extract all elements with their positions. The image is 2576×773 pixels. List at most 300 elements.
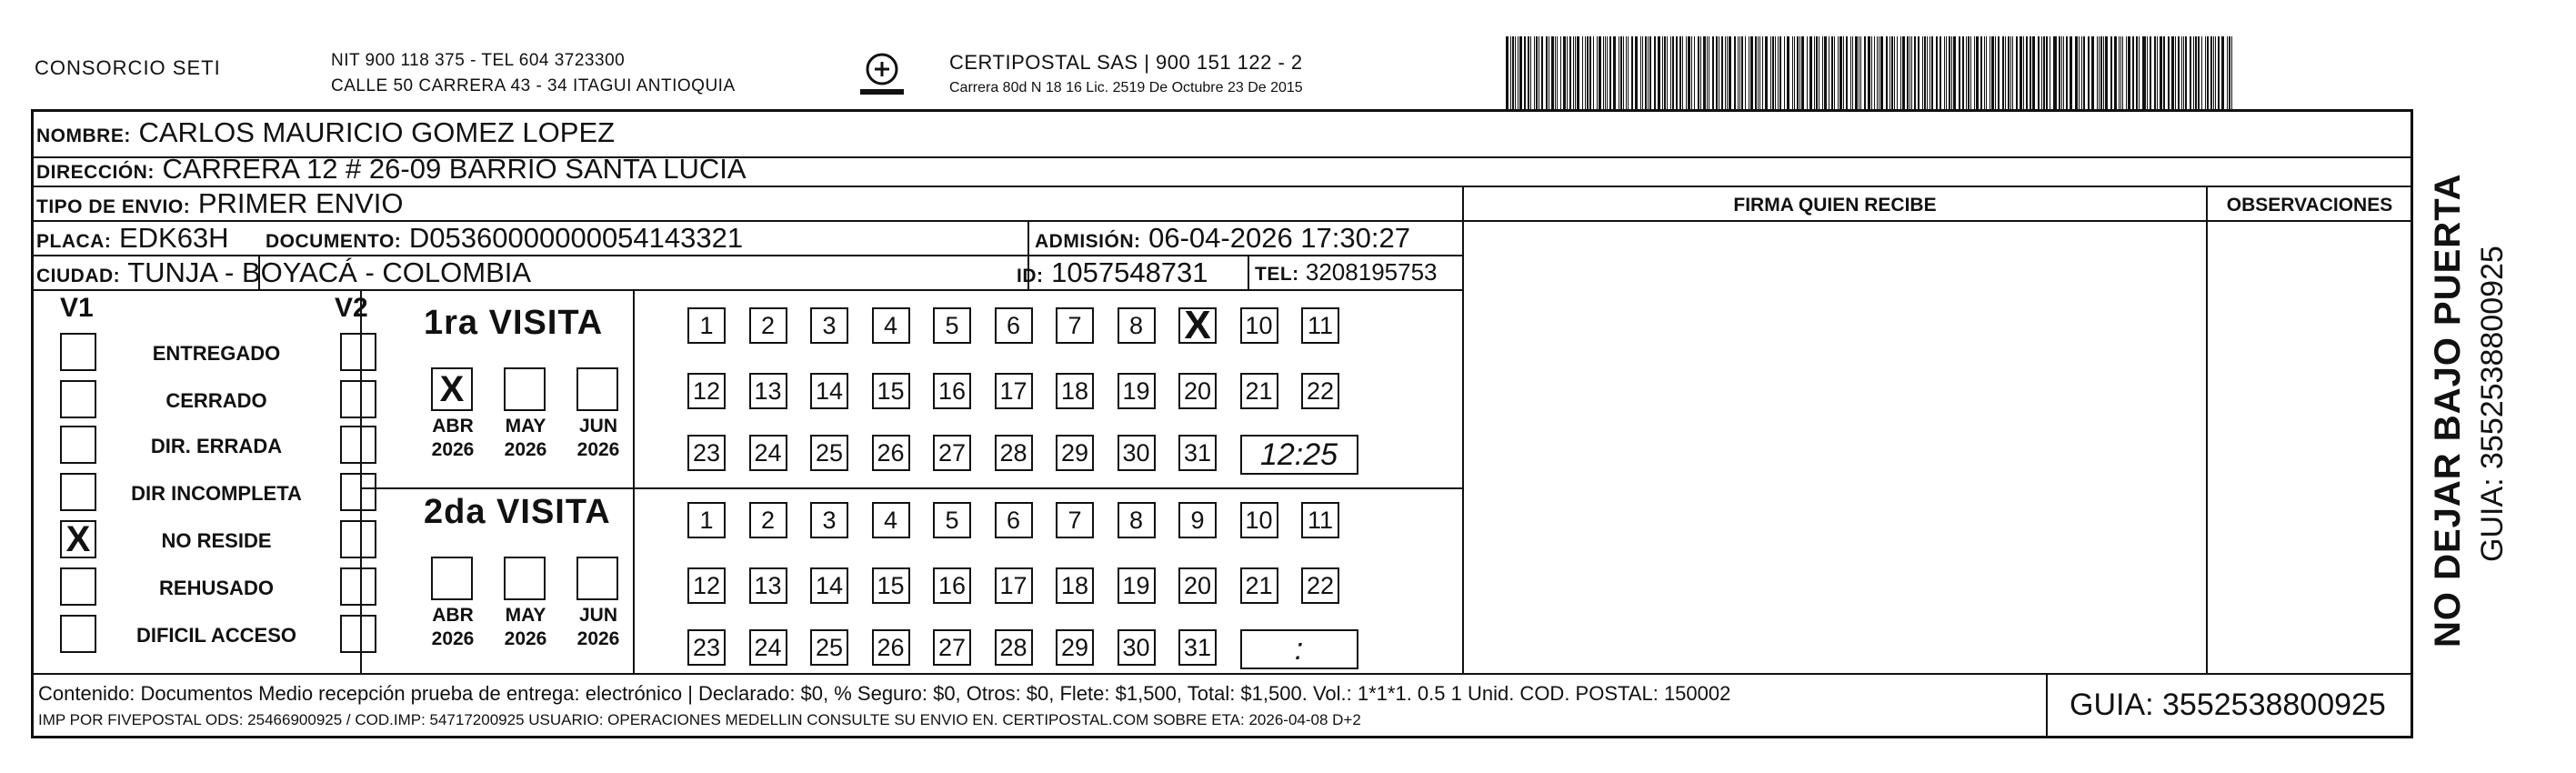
side-guia: GUIA: 3552538800925 <box>2475 246 2510 562</box>
barcode-bar <box>2099 36 2100 109</box>
barcode-bar <box>1986 36 1987 109</box>
barcode-bar <box>1991 36 1994 109</box>
visit1-title: 1ra VISITA <box>424 304 604 342</box>
barcode-bar <box>2097 36 2098 109</box>
barcode-bar <box>1658 36 1660 109</box>
barcode-bar <box>2213 36 2214 109</box>
status-v2-checkbox[interactable] <box>340 473 376 511</box>
day-box[interactable]: 3 <box>810 502 848 538</box>
barcode-bar <box>1770 36 1771 109</box>
admision-field <box>1035 222 1410 255</box>
barcode-bar <box>2038 36 2040 109</box>
barcode-bar <box>1894 36 1896 109</box>
barcode-bar <box>2091 36 2094 109</box>
barcode-bar <box>1567 36 1568 109</box>
barcode-bar <box>2181 36 2182 109</box>
tipo-label: TIPO DE ENVIO: <box>36 196 191 217</box>
barcode-bar <box>2100 36 2102 109</box>
month-checkbox[interactable] <box>504 557 546 600</box>
barcode-bar <box>2119 36 2120 109</box>
barcode-bar <box>1707 36 1708 109</box>
barcode-bar <box>1765 36 1768 109</box>
day-box[interactable]: 4 <box>872 502 910 538</box>
day-box[interactable]: 29 <box>1056 435 1094 471</box>
day-box[interactable]: 7 <box>1056 502 1094 538</box>
barcode-bar <box>2079 36 2080 109</box>
documento-value: D05360000000054143321 <box>408 222 744 254</box>
barcode-bar <box>2030 36 2031 109</box>
barcode-bar <box>1949 36 1950 109</box>
footer-guia: GUIA: 3552538800925 <box>2070 688 2386 722</box>
barcode-bar <box>1645 36 1647 109</box>
day-box[interactable]: 15 <box>872 567 910 604</box>
day-box[interactable]: 14 <box>810 567 848 604</box>
tipo-value: PRIMER ENVIO <box>197 187 404 219</box>
barcode-bar <box>1712 36 1714 109</box>
barcode-bar <box>1635 36 1638 109</box>
barcode-bar <box>2075 36 2076 109</box>
status-label: DIR. ERRADA <box>150 435 283 457</box>
barcode-bar <box>1784 36 1786 109</box>
barcode-bar <box>1897 36 1898 109</box>
barcode-bar <box>1721 36 1723 109</box>
day-box[interactable]: 12 <box>687 567 726 604</box>
month-label <box>424 604 482 651</box>
barcode-bar <box>1688 36 1690 109</box>
barcode-bar <box>1670 36 1671 109</box>
month-checkbox[interactable] <box>504 367 546 411</box>
day-box[interactable]: 7 <box>1056 307 1094 344</box>
barcode-bar <box>1984 36 1986 109</box>
barcode-bar <box>1792 36 1793 109</box>
barcode-bar <box>1868 36 1870 109</box>
day-box[interactable]: 8 <box>1118 502 1156 538</box>
status-v1-checkbox[interactable] <box>60 615 96 653</box>
status-v2-checkbox[interactable] <box>340 333 376 371</box>
day-box[interactable]: 29 <box>1056 629 1094 666</box>
barcode-bar <box>1631 36 1633 109</box>
status-v1-checkbox[interactable] <box>60 426 96 464</box>
day-box[interactable]: 26 <box>872 435 910 471</box>
barcode-bar <box>1716 36 1719 109</box>
day-box[interactable]: 13 <box>749 373 787 409</box>
barcode-bar <box>1762 36 1764 109</box>
day-box[interactable]: 23 <box>687 629 726 666</box>
barcode-bar <box>1512 36 1514 109</box>
day-box[interactable]: 28 <box>995 629 1033 666</box>
barcode-bar <box>2229 36 2230 109</box>
shipment-type <box>36 187 403 220</box>
month-checkbox[interactable] <box>576 557 618 600</box>
day-box[interactable]: 17 <box>995 567 1033 604</box>
day-box[interactable]: 21 <box>1240 373 1278 409</box>
barcode-bar <box>1530 36 1531 109</box>
ciudad-field <box>36 256 531 289</box>
month-name: ABR <box>432 416 474 437</box>
placa-label: PLACA: <box>36 231 112 252</box>
barcode-bar <box>1729 36 1731 109</box>
month-year: 2026 <box>431 628 475 649</box>
barcode-bar <box>2215 36 2216 109</box>
day-box[interactable]: 31 <box>1178 435 1217 471</box>
month-year: 2026 <box>504 439 547 460</box>
barcode-bar <box>2132 36 2134 109</box>
barcode-bar <box>1824 36 1827 109</box>
barcode-bar <box>2205 36 2206 109</box>
month-label <box>569 415 627 462</box>
barcode-bar <box>2143 36 2146 109</box>
barcode-bar <box>2201 36 2202 109</box>
day-box[interactable]: 18 <box>1056 373 1094 409</box>
day-box[interactable]: 6 <box>995 307 1033 344</box>
barcode-bar <box>2076 36 2078 109</box>
barcode-bar <box>2183 36 2184 109</box>
ciudad-value: TUNJA - BOYACÁ - COLOMBIA <box>127 256 532 288</box>
barcode-bar <box>1834 36 1835 109</box>
day-box[interactable]: 26 <box>872 629 910 666</box>
day-box[interactable]: 3 <box>810 307 848 344</box>
barcode-bar <box>1541 36 1543 109</box>
month-checkbox[interactable] <box>431 557 473 600</box>
barcode-bar <box>1801 36 1804 109</box>
recipient-address <box>36 153 747 186</box>
barcode-bar <box>1927 36 1928 109</box>
barcode-bar <box>2142 36 2143 109</box>
barcode-bar <box>2026 36 2028 109</box>
column-divider <box>1462 186 1464 673</box>
day-box[interactable]: 27 <box>933 435 971 471</box>
barcode-bar <box>1682 36 1683 109</box>
barcode-bar <box>2002 36 2004 109</box>
day-box[interactable]: 12 <box>687 373 726 409</box>
direccion-value: CARRERA 12 # 26-09 BARRIO SANTA LUCIA <box>162 153 747 185</box>
day-box[interactable]: 30 <box>1118 435 1156 471</box>
barcode-bar <box>1814 36 1815 109</box>
tel-label: TEL: <box>1255 264 1299 285</box>
day-box[interactable]: 16 <box>933 567 971 604</box>
day-box[interactable]: 30 <box>1118 629 1156 666</box>
barcode-bar <box>1779 36 1781 109</box>
barcode-bar <box>1649 36 1652 109</box>
barcode-bar <box>1914 36 1916 109</box>
time-box[interactable]: 12:25 <box>1240 435 1358 475</box>
barcode-bar <box>2054 36 2057 109</box>
barcode-bar <box>1700 36 1701 109</box>
barcode-bar <box>2193 36 2194 109</box>
status-v1-checkbox[interactable] <box>60 380 96 418</box>
day-box[interactable]: 2 <box>749 502 787 538</box>
barcode-bar <box>1822 36 1823 109</box>
barcode-bar <box>2163 36 2164 109</box>
barcode-bar <box>1891 36 1893 109</box>
month-year: 2026 <box>576 439 620 460</box>
day-box[interactable]: 24 <box>749 629 787 666</box>
barcode-bar <box>1623 36 1624 109</box>
month-name: MAY <box>505 605 546 626</box>
day-box[interactable]: 5 <box>933 502 971 538</box>
barcode-bar <box>1907 36 1909 109</box>
day-box[interactable]: 8 <box>1118 307 1156 344</box>
barcode-bar <box>1807 36 1809 109</box>
day-box[interactable]: 1 <box>687 307 726 344</box>
barcode-bar <box>1642 36 1643 109</box>
day-box[interactable]: 17 <box>995 373 1033 409</box>
barcode-bar <box>1603 36 1605 109</box>
barcode-bar <box>1852 36 1853 109</box>
barcode-bar <box>1953 36 1956 109</box>
barcode-bar <box>1672 36 1675 109</box>
placa-field <box>36 222 229 255</box>
day-box[interactable]: 25 <box>810 629 848 666</box>
day-box[interactable]: 11 <box>1301 502 1339 538</box>
day-box[interactable]: 11 <box>1301 307 1339 344</box>
barcode-bar <box>1640 36 1641 109</box>
status-label: NO RESIDE <box>161 529 272 552</box>
barcode-bar <box>1585 36 1586 109</box>
status-v1-checkbox[interactable]: X <box>60 520 96 558</box>
barcode-bar <box>1877 36 1878 109</box>
month-year: 2026 <box>431 439 475 460</box>
barcode-bar <box>1560 36 1562 109</box>
day-box[interactable]: 10 <box>1240 502 1278 538</box>
month-checkbox[interactable] <box>576 367 618 411</box>
day-box[interactable]: 22 <box>1301 373 1339 409</box>
barcode-bar <box>1976 36 1979 109</box>
barcode-bar <box>1940 36 1942 109</box>
barcode-bar <box>2114 36 2117 109</box>
barcode-bar <box>1775 36 1776 109</box>
footer-contents: Contenido: Documentos Medio recepción prueba de entrega: electrónico | Declarado: $0, % Seguro: $0, Otros: $0, Flete: $1,500, Total: $1,500. Vol.: 1*1*1. 0.5 1 Unid. COD. POSTAL: 150002 <box>38 682 1731 705</box>
barcode-bar <box>1759 36 1760 109</box>
barcode-bar <box>1662 36 1663 109</box>
barcode-bar <box>1874 36 1876 109</box>
barcode-bar <box>2043 36 2045 109</box>
status-v2-checkbox[interactable] <box>340 426 376 464</box>
day-box[interactable]: 23 <box>687 435 726 471</box>
barcode-bar <box>1727 36 1728 109</box>
nombre-value: CARLOS MAURICIO GOMEZ LOPEZ <box>138 116 616 148</box>
barcode-bar <box>1946 36 1947 109</box>
barcode-bar <box>2070 36 2072 109</box>
barcode-bar <box>2221 36 2224 109</box>
barcode-bar <box>2010 36 2011 109</box>
barcode-bar <box>1855 36 1858 109</box>
month-label <box>496 604 555 651</box>
barcode-bar <box>2122 36 2123 109</box>
month-year: 2026 <box>504 628 547 649</box>
barcode-bar <box>1980 36 1982 109</box>
recipient-name <box>36 116 615 149</box>
day-box[interactable]: 19 <box>1118 567 1156 604</box>
barcode-bar <box>2103 36 2104 109</box>
time-box[interactable]: : <box>1240 629 1358 669</box>
day-box[interactable]: 27 <box>933 629 971 666</box>
barcode-bar <box>2120 36 2122 109</box>
day-box[interactable]: 13 <box>749 567 787 604</box>
barcode-bar <box>1970 36 1971 109</box>
status-v1-checkbox[interactable] <box>60 567 96 606</box>
day-box[interactable]: 6 <box>995 502 1033 538</box>
day-box[interactable]: 4 <box>872 307 910 344</box>
barcode-bar <box>2185 36 2188 109</box>
month-name: MAY <box>505 416 546 437</box>
carrier-line: CERTIPOSTAL SAS | 900 151 122 - 2 <box>949 51 1303 74</box>
barcode-bar <box>2020 36 2022 109</box>
barcode-bar <box>2150 36 2151 109</box>
day-box[interactable]: 5 <box>933 307 971 344</box>
month-checkbox[interactable]: X <box>431 367 473 411</box>
barcode-bar <box>2207 36 2210 109</box>
barcode-bar <box>2012 36 2013 109</box>
barcode-bar <box>1664 36 1666 109</box>
barcode-bar <box>2128 36 2130 109</box>
barcode-bar <box>1838 36 1839 109</box>
barcode-bar <box>1626 36 1627 109</box>
status-label: CERRADO <box>165 389 267 412</box>
barcode-bar <box>2032 36 2035 109</box>
barcode-bar <box>1918 36 1920 109</box>
barcode-bar <box>1620 36 1622 109</box>
barcode-bar <box>1909 36 1910 109</box>
nit-line: NIT 900 118 375 - TEL 604 3723300 <box>331 51 626 70</box>
barcode-bar <box>1698 36 1699 109</box>
barcode-bar <box>2227 36 2228 109</box>
barcode-bar <box>1889 36 1890 109</box>
barcode-bar <box>2063 36 2064 109</box>
barcode-bar <box>1959 36 1960 109</box>
visit2-title: 2da VISITA <box>424 493 611 531</box>
day-box[interactable]: 31 <box>1178 629 1217 666</box>
barcode-bar <box>1772 36 1774 109</box>
barcode-bar <box>1745 36 1746 109</box>
barcode-bar <box>2046 36 2048 109</box>
day-box[interactable]: 20 <box>1178 567 1217 604</box>
day-box[interactable]: 18 <box>1056 567 1094 604</box>
day-box[interactable]: 22 <box>1301 567 1339 604</box>
day-box[interactable]: 10 <box>1240 307 1278 344</box>
barcode <box>1506 36 2233 109</box>
barcode-bar <box>2154 36 2156 109</box>
month-label <box>496 415 555 462</box>
month-label <box>569 604 627 651</box>
barcode-bar <box>1536 36 1539 109</box>
status-label: REHUSADO <box>159 577 274 599</box>
column-divider <box>2206 186 2208 673</box>
month-name: JUN <box>578 416 617 437</box>
barcode-bar <box>1691 36 1692 109</box>
barcode-bar <box>1676 36 1678 109</box>
barcode-bar <box>1787 36 1789 109</box>
day-box[interactable]: 15 <box>872 373 910 409</box>
documento-label: DOCUMENTO: <box>266 231 402 252</box>
barcode-bar <box>1931 36 1933 109</box>
barcode-bar <box>1703 36 1706 109</box>
nombre-label: NOMBRE: <box>36 125 131 146</box>
day-box[interactable]: 2 <box>749 307 787 344</box>
barcode-bar <box>1607 36 1608 109</box>
barcode-bar <box>1799 36 1800 109</box>
barcode-bar <box>2178 36 2180 109</box>
status-v2-checkbox[interactable] <box>340 520 376 558</box>
barcode-bar <box>1694 36 1696 109</box>
barcode-bar <box>2136 36 2138 109</box>
status-label: ENTREGADO <box>152 342 281 365</box>
barcode-bar <box>1569 36 1571 109</box>
barcode-bar <box>1515 36 1516 109</box>
day-box[interactable]: 14 <box>810 373 848 409</box>
barcode-bar <box>1962 36 1965 109</box>
day-box[interactable]: 1 <box>687 502 726 538</box>
status-v2-checkbox[interactable] <box>340 567 376 606</box>
barcode-bar <box>1510 36 1511 109</box>
observaciones-header: OBSERVACIONES <box>2226 195 2393 216</box>
barcode-bar <box>1829 36 1830 109</box>
day-box[interactable]: 19 <box>1118 373 1156 409</box>
barcode-bar <box>1886 36 1888 109</box>
barcode-bar <box>1575 36 1576 109</box>
barcode-bar <box>2195 36 2197 109</box>
barcode-bar <box>1599 36 1601 109</box>
barcode-bar <box>1871 36 1872 109</box>
v2-header: V2 <box>335 293 368 323</box>
day-box[interactable]: 24 <box>749 435 787 471</box>
status-v1-checkbox[interactable] <box>60 473 96 511</box>
day-box[interactable]: 28 <box>995 435 1033 471</box>
footer-print-info: IMP POR FIVEPOSTAL ODS: 25466900925 / COD.IMP: 54717200925 USUARIO: OPERACIONES MEDELLIN CONSULTE SU ENVIO EN. CERTIPOSTAL.COM SOBRE ETA: 2026-04-08 D+2 <box>38 711 1361 728</box>
status-v2-checkbox[interactable] <box>340 615 376 653</box>
row-divider <box>31 673 2413 675</box>
day-box[interactable]: 9 <box>1178 502 1217 538</box>
id-field <box>1017 256 1208 289</box>
barcode-bar <box>2175 36 2176 109</box>
barcode-bar <box>1738 36 1739 109</box>
day-box[interactable]: 20 <box>1178 373 1217 409</box>
barcode-bar <box>1922 36 1923 109</box>
column-divider <box>1248 255 1249 289</box>
column-divider <box>633 289 635 673</box>
barcode-bar <box>1555 36 1556 109</box>
direccion-label: DIRECCIÓN: <box>36 162 155 183</box>
barcode-bar <box>1900 36 1901 109</box>
barcode-bar <box>2126 36 2127 109</box>
barcode-bar <box>2147 36 2148 109</box>
status-v1-checkbox[interactable] <box>60 333 96 371</box>
v1-header: V1 <box>60 293 94 323</box>
day-box-marked[interactable]: X <box>1178 307 1217 344</box>
month-label <box>424 415 482 462</box>
barcode-bar <box>1929 36 1930 109</box>
column-divider <box>2046 673 2048 738</box>
barcode-bar <box>2005 36 2006 109</box>
barcode-bar <box>2059 36 2060 109</box>
day-box[interactable]: 25 <box>810 435 848 471</box>
day-box[interactable]: 16 <box>933 373 971 409</box>
documento-field <box>266 222 743 255</box>
barcode-bar <box>1557 36 1558 109</box>
status-v2-checkbox[interactable] <box>340 380 376 418</box>
barcode-bar <box>1734 36 1736 109</box>
barcode-bar <box>1506 36 1509 109</box>
barcode-bar <box>1850 36 1852 109</box>
day-box[interactable]: 21 <box>1240 567 1278 604</box>
barcode-bar <box>1686 36 1687 109</box>
tel-field <box>1255 258 1438 286</box>
ciudad-label: CIUDAD: <box>36 266 121 286</box>
barcode-bar <box>1846 36 1848 109</box>
admision-label: ADMISIÓN: <box>1035 231 1141 252</box>
barcode-bar <box>1725 36 1726 109</box>
barcode-bar <box>1911 36 1912 109</box>
